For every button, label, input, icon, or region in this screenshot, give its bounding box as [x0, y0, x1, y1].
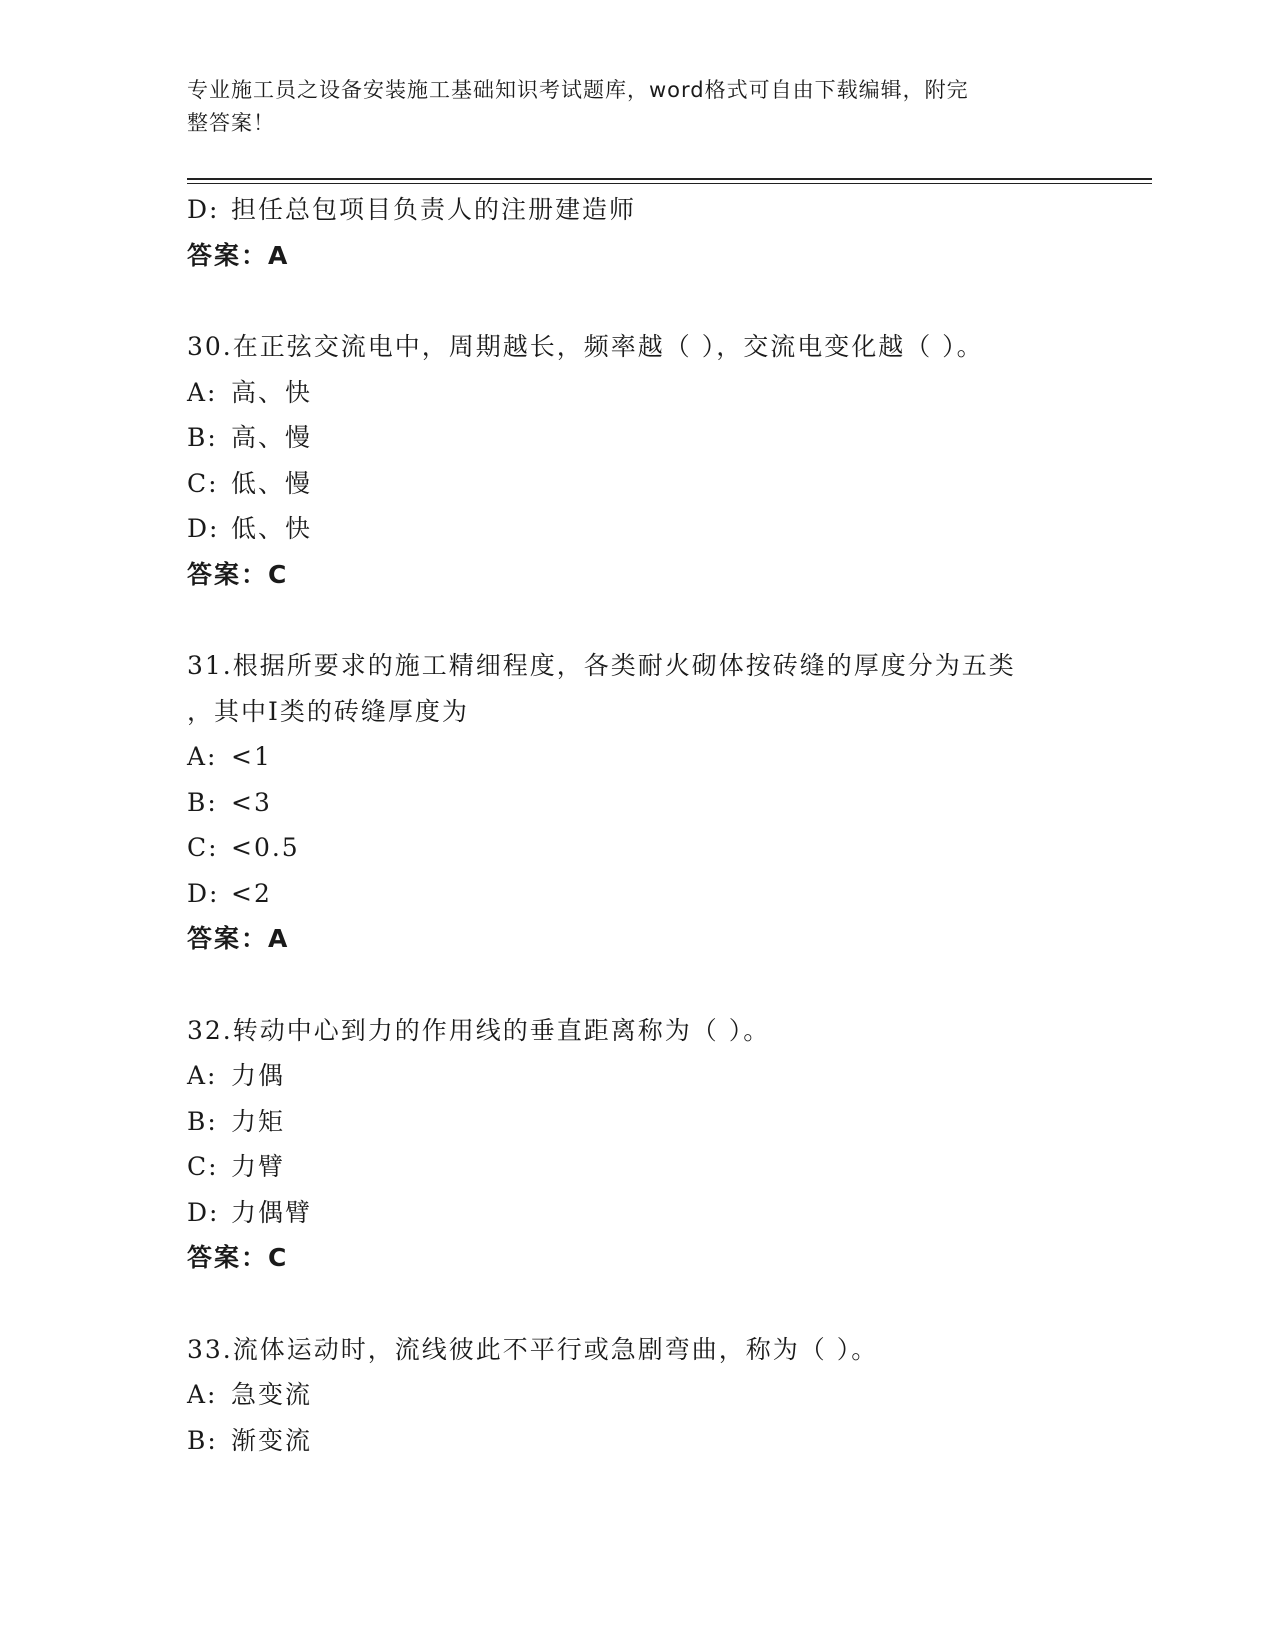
option-b: [187, 780, 1087, 826]
option-key: D:: [187, 195, 220, 224]
question-31: [187, 643, 1087, 962]
option-text: <0.5: [231, 833, 300, 862]
option-a: [187, 734, 1087, 780]
option-a: [187, 1372, 1087, 1418]
option-text: 力偶: [231, 1061, 286, 1090]
option-text: <1: [231, 742, 272, 771]
option-key: C:: [187, 468, 219, 498]
option-key: B:: [187, 423, 218, 452]
option-b: [187, 1418, 1087, 1464]
option-c: [187, 1144, 1087, 1190]
answer-line: 答案：C: [187, 1243, 289, 1272]
question-stem: 32.转动中心到力的作用线的垂直距离称为（ ）。: [187, 1015, 771, 1045]
option-text: 高、慢: [231, 423, 313, 452]
option-key: A:: [187, 377, 218, 407]
option-c: [187, 825, 1087, 871]
header-line-1: 专业施工员之设备安装施工基础知识考试题库，word格式可自由下载编辑，附完: [187, 78, 969, 102]
question-stem: 31.根据所要求的施工精细程度，各类耐火砌体按砖缝的厚度分为五类: [187, 651, 1016, 680]
option-key: B:: [187, 1106, 218, 1136]
option-text: 担任总包项目负责人的注册建造师: [231, 195, 637, 224]
option-key: D:: [187, 514, 220, 543]
header-divider-bottom: [187, 183, 1152, 184]
option-text: 力矩: [231, 1106, 286, 1136]
option-d: [187, 506, 1087, 552]
option-text: <2: [231, 878, 272, 908]
header-line-2: 整答案！: [187, 111, 275, 135]
option-text: 渐变流: [231, 1425, 313, 1455]
option-a: [187, 1053, 1087, 1099]
question-33: [187, 1327, 1087, 1464]
option-text: 急变流: [231, 1380, 313, 1409]
option-key: D:: [187, 1197, 220, 1227]
question-stem: 30.在正弦交流电中，周期越长，频率越（ ），交流电变化越（ ）。: [187, 332, 984, 361]
option-key: A:: [187, 1061, 218, 1090]
question-stem: 33.流体运动时，流线彼此不平行或急剧弯曲，称为（ ）。: [187, 1334, 879, 1364]
option-text: 低、慢: [231, 468, 313, 498]
option-text: 力臂: [231, 1152, 286, 1181]
answer-line: 答案：A: [187, 240, 290, 270]
option-b: [187, 1099, 1087, 1145]
answer-line: 答案：A: [187, 924, 290, 953]
answer-line: 答案：C: [187, 559, 289, 589]
option-a: [187, 370, 1087, 416]
document-header: [187, 74, 1067, 140]
question-30: [187, 324, 1087, 597]
question-32: [187, 1008, 1087, 1281]
option-b: [187, 415, 1087, 461]
option-key: C:: [187, 1152, 219, 1181]
option-key: A:: [187, 742, 218, 771]
question-stem-continued: ，其中Ⅰ类的砖缝厚度为: [187, 696, 469, 726]
option-d: [187, 871, 1087, 917]
option-key: C:: [187, 833, 219, 862]
option-d: [187, 1190, 1087, 1236]
option-text: 低、快: [231, 514, 313, 543]
option-key: D:: [187, 878, 220, 908]
option-text: 力偶臂: [231, 1197, 313, 1227]
option-key: B:: [187, 1425, 218, 1455]
option-key: A:: [187, 1380, 218, 1409]
question-list: [187, 187, 1087, 1463]
option-d: [187, 187, 1087, 233]
option-text: <3: [231, 787, 272, 817]
header-divider-top: [187, 178, 1152, 180]
option-text: 高、快: [231, 377, 313, 407]
option-key: B:: [187, 787, 218, 817]
option-c: [187, 461, 1087, 507]
